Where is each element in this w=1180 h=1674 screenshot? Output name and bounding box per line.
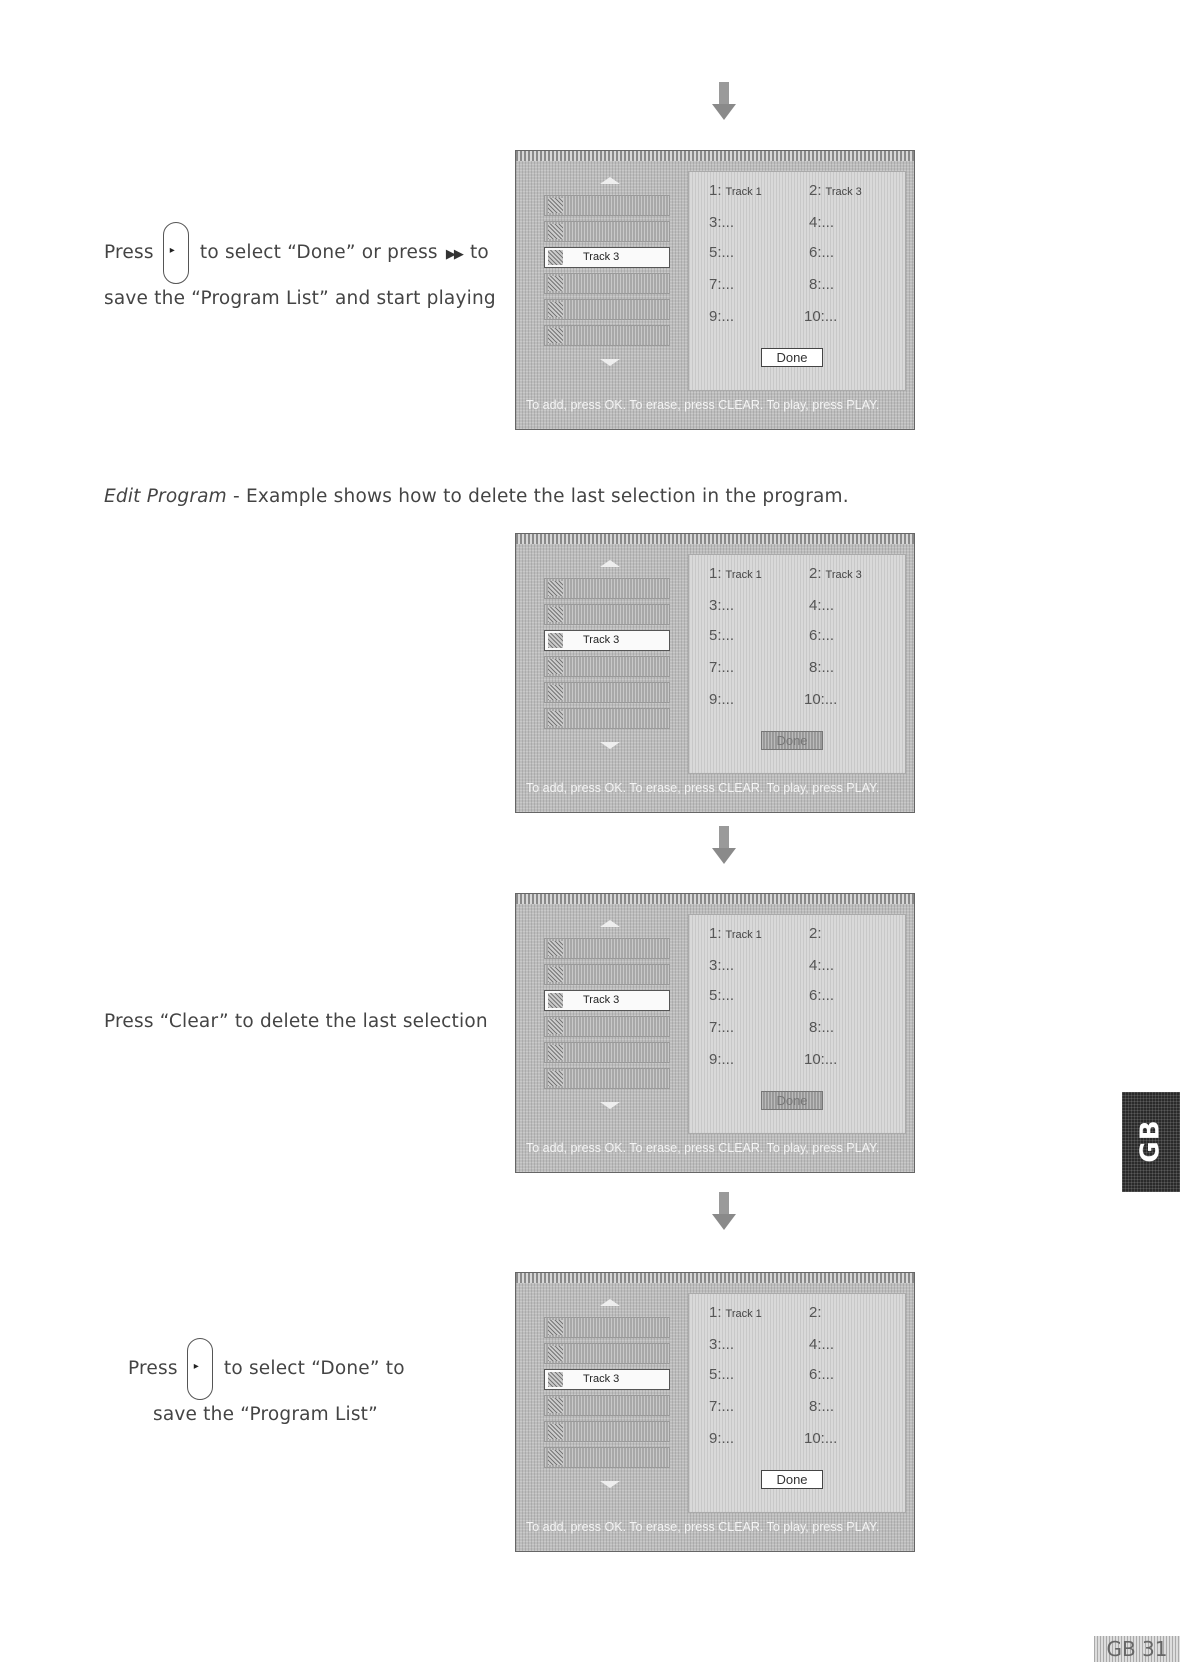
program-slot-1[interactable]: 1: Track 1 [709,1304,762,1321]
track-list-item[interactable] [544,1395,670,1416]
track-list-item-selected[interactable]: Track 3 [544,630,670,651]
scroll-up-icon[interactable] [600,920,620,927]
scroll-up-icon[interactable] [600,560,620,567]
program-slot-7[interactable]: 7:... [709,1398,735,1415]
disc-icon [548,711,563,726]
hint-bar: To add, press OK. To erase, press CLEAR. To play, press PLAY. [526,398,880,412]
scroll-up-icon[interactable] [600,177,620,184]
disc-icon [548,250,563,265]
scroll-up-icon[interactable] [600,1299,620,1306]
disc-icon [548,941,563,956]
program-slot-10[interactable]: 10:... [804,1051,838,1068]
track-list-item[interactable] [544,1343,670,1364]
disc-icon [548,685,563,700]
program-slot-8[interactable]: 8:... [809,1398,835,1415]
program-slot-10[interactable]: 10:... [804,1430,838,1447]
program-slot-2[interactable]: 2: Track 3 [809,565,862,582]
screen-top-strip [516,894,914,904]
program-slot-9[interactable]: 9:... [709,1051,735,1068]
disc-icon [548,1346,563,1361]
track-list-item[interactable] [544,273,670,294]
track-list-item[interactable] [544,1068,670,1089]
program-slots [688,171,906,391]
play-forward-icon: ▶▶ [445,247,462,262]
disc-icon [548,1320,563,1335]
disc-icon [548,1019,563,1034]
program-slot-5[interactable]: 5:... [709,1366,735,1383]
program-slot-4[interactable]: 4:... [809,1336,835,1353]
program-slot-8[interactable]: 8:... [809,659,835,676]
program-slot-4[interactable]: 4:... [809,214,835,231]
program-slot-3[interactable]: 3:... [709,214,735,231]
down-arrow-icon [710,82,738,122]
program-slot-2[interactable]: 2: [809,925,822,942]
track-list-item-selected[interactable]: Track 3 [544,1369,670,1390]
hint-bar: To add, press OK. To erase, press CLEAR. To play, press PLAY. [526,1520,880,1534]
program-slot-7[interactable]: 7:... [709,659,735,676]
track-list-item[interactable] [544,1016,670,1037]
track-list-item[interactable] [544,964,670,985]
track-list-item[interactable] [544,1317,670,1338]
track-list [540,916,680,1111]
step4-line2: save the “Program List” [153,1404,378,1425]
track-list-item[interactable] [544,656,670,677]
program-slots [688,554,906,774]
disc-icon [548,1071,563,1086]
scroll-down-icon[interactable] [600,1102,620,1109]
program-slot-10[interactable]: 10:... [804,308,838,325]
track-list-item[interactable] [544,299,670,320]
hint-bar: To add, press OK. To erase, press CLEAR. To play, press PLAY. [526,781,880,795]
track-list-item[interactable] [544,221,670,242]
program-slot-9[interactable]: 9:... [709,1430,735,1447]
program-slot-5[interactable]: 5:... [709,244,735,261]
done-button[interactable]: Done [761,731,823,750]
disc-icon [548,302,563,317]
disc-icon [548,607,563,622]
disc-icon [548,967,563,982]
disc-icon [548,1045,563,1060]
step4-line1: Press ▸ to select “Done” to [128,1358,405,1379]
scroll-down-icon[interactable] [600,359,620,366]
program-slot-4[interactable]: 4:... [809,597,835,614]
right-button-icon: ▸ [187,1338,213,1400]
hint-bar: To add, press OK. To erase, press CLEAR. To play, press PLAY. [526,1141,880,1155]
track-list-item[interactable] [544,195,670,216]
scroll-down-icon[interactable] [600,1481,620,1488]
track-list-item[interactable] [544,325,670,346]
program-slot-2[interactable]: 2: [809,1304,822,1321]
screen-top-strip [516,534,914,544]
program-screen-1 [515,150,915,430]
disc-icon [548,328,563,343]
track-list-item-selected[interactable]: Track 3 [544,990,670,1011]
track-list [540,556,680,751]
track-list-item[interactable] [544,1421,670,1442]
screen-top-strip [516,1273,914,1283]
program-slot-8[interactable]: 8:... [809,276,835,293]
track-list-item[interactable] [544,682,670,703]
track-list-item[interactable] [544,938,670,959]
track-list-item[interactable] [544,1447,670,1468]
program-slot-3[interactable]: 3:... [709,1336,735,1353]
language-tab: GB [1122,1092,1180,1192]
disc-icon [548,1372,563,1387]
program-screen-2 [515,533,915,813]
program-slot-6[interactable]: 6:... [809,1366,835,1383]
track-list [540,1295,680,1490]
program-slot-10[interactable]: 10:... [804,691,838,708]
track-list-item[interactable] [544,708,670,729]
program-slots [688,1293,906,1513]
disc-icon [548,659,563,674]
disc-icon [548,224,563,239]
program-slot-5[interactable]: 5:... [709,627,735,644]
done-button[interactable]: Done [761,1091,823,1110]
disc-icon [548,1398,563,1413]
track-list-item[interactable] [544,578,670,599]
program-slot-6[interactable]: 6:... [809,244,835,261]
program-slot-1[interactable]: 1: Track 1 [709,565,762,582]
step1-line2: save the “Program List” and start playing [104,288,496,309]
edit-program-heading: Edit Program - Example shows how to delete the last selection in the program. [104,486,849,507]
disc-icon [548,276,563,291]
program-slot-5[interactable]: 5:... [709,987,735,1004]
program-slot-7[interactable]: 7:... [709,1019,735,1036]
program-slots [688,914,906,1134]
program-slot-9[interactable]: 9:... [709,308,735,325]
program-slot-8[interactable]: 8:... [809,1019,835,1036]
program-slot-6[interactable]: 6:... [809,627,835,644]
page-number: GB 31 [1094,1636,1180,1662]
disc-icon [548,993,563,1008]
program-slot-3[interactable]: 3:... [709,957,735,974]
scroll-down-icon[interactable] [600,742,620,749]
track-list-item-selected[interactable]: Track 3 [544,247,670,268]
right-button-icon: ▸ [163,222,189,284]
track-list-item[interactable] [544,1042,670,1063]
program-slot-7[interactable]: 7:... [709,276,735,293]
down-arrow-icon [710,1192,738,1232]
disc-icon [548,1450,563,1465]
screen-top-strip [516,151,914,161]
program-slot-1[interactable]: 1: Track 1 [709,925,762,942]
track-list [540,173,680,368]
disc-icon [548,581,563,596]
program-screen-4 [515,1272,915,1552]
down-arrow-icon [710,826,738,866]
program-slot-9[interactable]: 9:... [709,691,735,708]
disc-icon [548,1424,563,1439]
program-slot-3[interactable]: 3:... [709,597,735,614]
done-button[interactable]: Done [761,1470,823,1489]
disc-icon [548,198,563,213]
step1-line1: Press ▸ to select “Done” or press ▶▶ to [104,242,489,263]
step3-text: Press “Clear” to delete the last selection [104,1011,488,1032]
done-button[interactable]: Done [761,348,823,367]
program-screen-3 [515,893,915,1173]
disc-icon [548,633,563,648]
program-slot-1[interactable]: 1: Track 1 [709,182,762,199]
program-slot-6[interactable]: 6:... [809,987,835,1004]
program-slot-2[interactable]: 2: Track 3 [809,182,862,199]
track-list-item[interactable] [544,604,670,625]
program-slot-4[interactable]: 4:... [809,957,835,974]
